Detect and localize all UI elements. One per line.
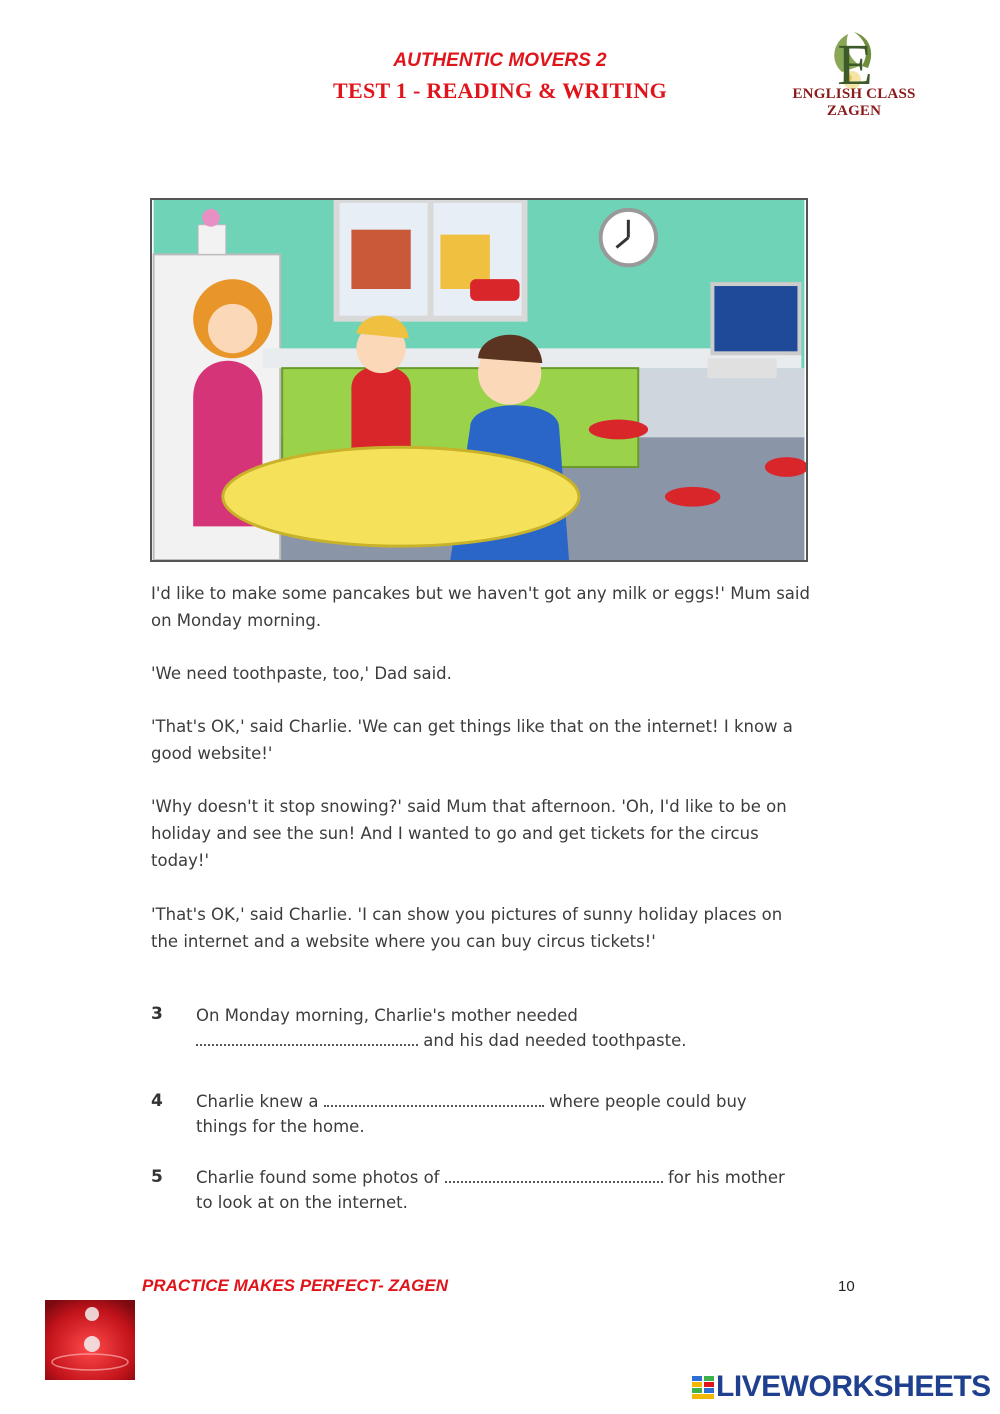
- question-number: 4: [151, 1091, 163, 1111]
- header-subtitle: AUTHENTIC MOVERS 2: [393, 50, 607, 71]
- question-text: Charlie found some photos of: [196, 1168, 440, 1187]
- question-text: for his mother: [667, 1168, 785, 1187]
- page-title: TEST 1 - READING & WRITING: [333, 78, 667, 103]
- question-text: things for the home.: [196, 1117, 365, 1136]
- liveworksheets-brand[interactable]: LIVEWORKSHEETS: [716, 1370, 991, 1403]
- liveworksheets-logo-icon: [692, 1376, 714, 1400]
- story-paragraph-3: 'That's OK,' said Charlie. 'We can get things like that on the internet! I know a good website!': [151, 717, 793, 763]
- story-paragraph-5: 'That's OK,' said Charlie. 'I can show you pictures of sunny holiday places on the internet and a website where you can buy circus tickets!': [151, 905, 783, 951]
- story-paragraph-1: I'd like to make some pancakes but we haven't got any milk or eggs!' Mum said on Monday morning.: [151, 584, 810, 630]
- question-text: Charlie knew a: [196, 1092, 319, 1111]
- water-drop-image: [45, 1300, 135, 1380]
- question-number: 5: [151, 1167, 163, 1187]
- answer-blank[interactable]: [196, 1030, 418, 1046]
- question-number: 3: [151, 1004, 163, 1024]
- story-paragraph-4: 'Why doesn't it stop snowing?' said Mum that afternoon. 'Oh, I'd like to be on holiday and see the sun! And I wanted to go and get tickets for the circus today!': [151, 797, 787, 870]
- question-text: to look at on the internet.: [196, 1193, 408, 1212]
- answer-blank[interactable]: [445, 1167, 663, 1183]
- question-5: [196, 1165, 816, 1215]
- svg-text:E: E: [837, 32, 873, 97]
- footer-motto: PRACTICE MAKES PERFECT- ZAGEN: [142, 1276, 449, 1295]
- story-paragraph-2: 'We need toothpaste, too,' Dad said.: [151, 664, 452, 683]
- page-number: 10: [838, 1278, 855, 1295]
- question-4: [196, 1089, 816, 1139]
- question-text: and his dad needed toothpaste.: [423, 1031, 687, 1050]
- question-text: where people could buy: [548, 1092, 747, 1111]
- question-text: On Monday morning, Charlie's mother needed: [196, 1006, 578, 1025]
- kitchen-illustration: [150, 198, 808, 562]
- logo-text: ENGLISH CLASS ZAGEN: [792, 86, 916, 119]
- question-3: [196, 1003, 816, 1053]
- answer-blank[interactable]: [324, 1091, 544, 1107]
